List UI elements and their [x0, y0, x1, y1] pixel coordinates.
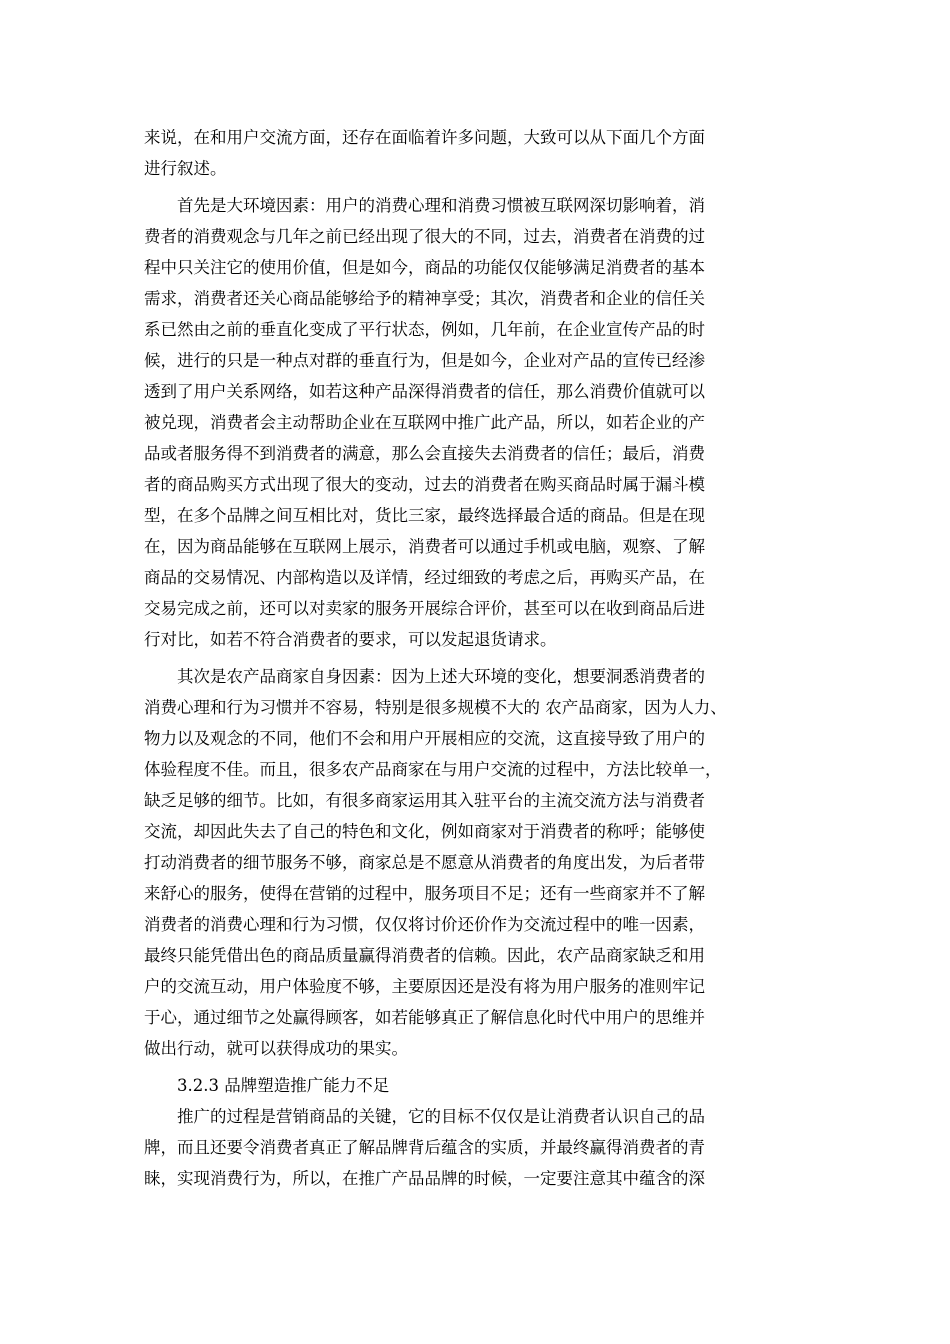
paragraph-intro	[144, 122, 812, 184]
text-line: 消费心理和行为习惯并不容易，特别是很多规模不大的 农产品商家，因为人力、	[144, 698, 727, 717]
text-line: 消费者的消费心理和行为习惯，仅仅将讨价还价作为交流过程中的唯一因素，	[144, 915, 705, 934]
text-line: 体验程度不佳。而且，很多农产品商家在与用户交流的过程中，方法比较单一，	[144, 760, 722, 779]
text-line: 来说，在和用户交流方面，还存在面临着许多问题，大致可以从下面几个方面	[144, 128, 705, 147]
text-line: 被兑现，消费者会主动帮助企业在互联网中推广此产品，所以，如若企业的产	[144, 413, 705, 432]
text-line: 户的交流互动，用户体验度不够，主要原因还是没有将为用户服务的准则牢记	[144, 977, 705, 996]
text-line: 物力以及观念的不同，他们不会和用户开展相应的交流，这直接导致了用户的	[144, 729, 705, 748]
section-heading-3-2-3	[144, 1070, 812, 1101]
text-line: 做出行动，就可以获得成功的果实。	[144, 1039, 408, 1058]
text-line: 商品的交易情况、内部构造以及详情，经过细致的考虑之后，再购买产品，在	[144, 568, 705, 587]
text-line: 在，因为商品能够在互联网上展示，消费者可以通过手机或电脑，观察、了解	[144, 537, 705, 556]
text-line: 程中只关注它的使用价值，但是如今，商品的功能仅仅能够满足消费者的基本	[144, 258, 705, 277]
text-line: 打动消费者的细节服务不够，商家总是不愿意从消费者的角度出发，为后者带	[144, 853, 705, 872]
paragraph-promotion	[144, 1101, 812, 1194]
text-line: 型，在多个品牌之间互相比对，货比三家，最终选择最合适的商品。但是在现	[144, 506, 705, 525]
text-line: 推广的过程是营销商品的关键，它的目标不仅仅是让消费者认识自己的品	[177, 1107, 705, 1126]
text-line: 交流，却因此失去了自己的特色和文化，例如商家对于消费者的称呼；能够使	[144, 822, 705, 841]
text-line: 行对比，如若不符合消费者的要求，可以发起退货请求。	[144, 630, 557, 649]
text-line: 睐，实现消费行为，所以，在推广产品品牌的时候，一定要注意其中蕴含的深	[144, 1169, 705, 1188]
text-line: 品或者服务得不到消费者的满意，那么会直接失去消费者的信任；最后，消费	[144, 444, 705, 463]
text-line: 透到了用户关系网络，如若这种产品深得消费者的信任，那么消费价值就可以	[144, 382, 705, 401]
text-line: 其次是农产品商家自身因素：因为上述大环境的变化，想要洞悉消费者的	[177, 667, 705, 686]
text-line: 候，进行的只是一种点对群的垂直行为，但是如今，企业对产品的宣传已经渗	[144, 351, 705, 370]
document-body	[144, 122, 812, 1194]
paragraph-merchant	[144, 661, 812, 1064]
text-line: 费者的消费观念与几年之前已经出现了很大的不同，过去，消费者在消费的过	[144, 227, 705, 246]
text-line: 缺乏足够的细节。比如，有很多商家运用其入驻平台的主流交流方法与消费者	[144, 791, 705, 810]
section-heading-text: 3.2.3 品牌塑造推广能力不足	[177, 1076, 390, 1095]
text-line: 于心，通过细节之处赢得顾客，如若能够真正了解信息化时代中用户的思维并	[144, 1008, 705, 1027]
text-line: 者的商品购买方式出现了很大的变动，过去的消费者在购买商品时属于漏斗模	[144, 475, 705, 494]
text-line: 交易完成之前，还可以对卖家的服务开展综合评价，甚至可以在收到商品后进	[144, 599, 705, 618]
text-line: 需求，消费者还关心商品能够给予的精神享受；其次，消费者和企业的信任关	[144, 289, 705, 308]
text-line: 进行叙述。	[144, 159, 227, 178]
text-line: 首先是大环境因素：用户的消费心理和消费习惯被互联网深切影响着，消	[177, 196, 705, 215]
text-line: 最终只能凭借出色的商品质量赢得消费者的信赖。因此，农产品商家缺乏和用	[144, 946, 705, 965]
text-line: 来舒心的服务，使得在营销的过程中，服务项目不足；还有一些商家并不了解	[144, 884, 705, 903]
paragraph-environment	[144, 190, 812, 655]
text-line: 牌，而且还要令消费者真正了解品牌背后蕴含的实质，并最终赢得消费者的青	[144, 1138, 705, 1157]
text-line: 系已然由之前的垂直化变成了平行状态，例如，几年前，在企业宣传产品的时	[144, 320, 705, 339]
